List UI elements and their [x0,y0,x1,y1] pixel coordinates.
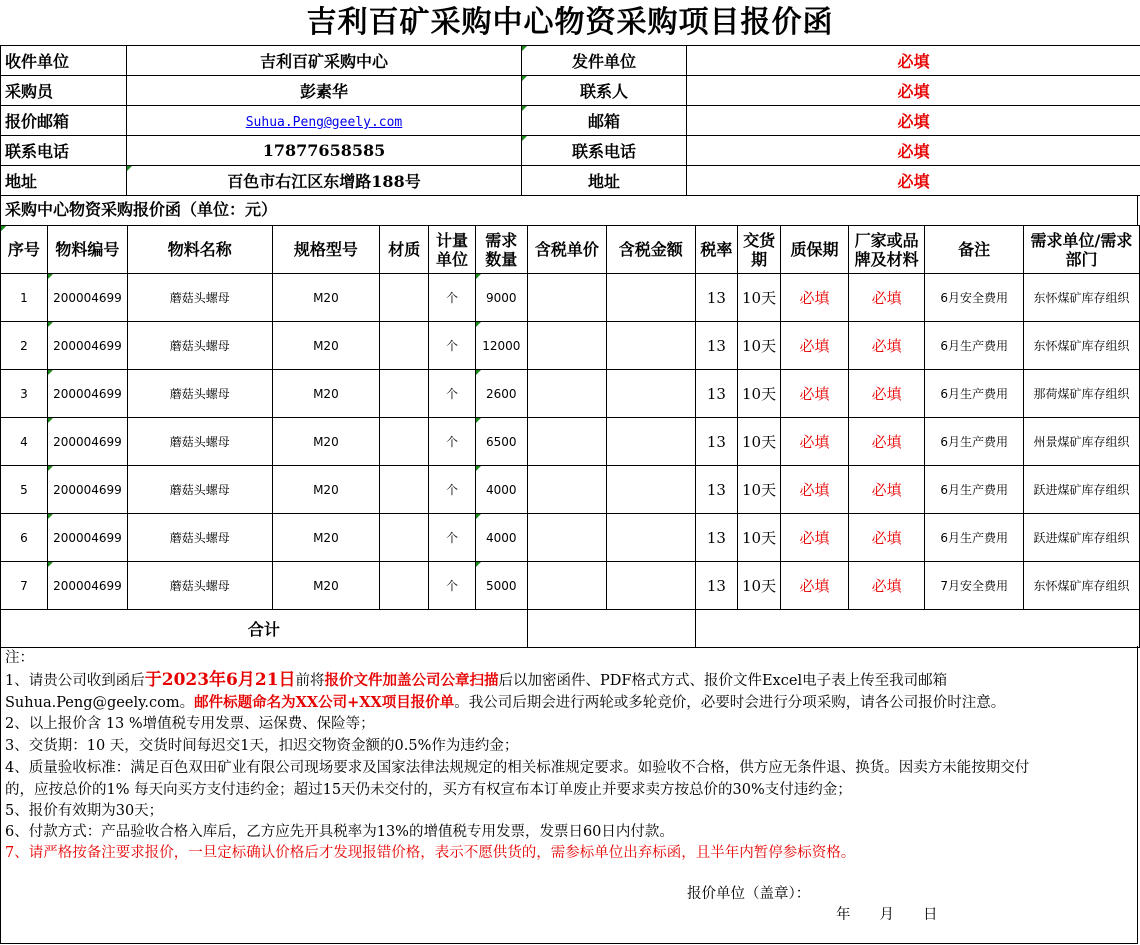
cell-name[interactable]: 蘑菇头螺母 [128,418,272,466]
cell-seq: 2 [1,322,48,370]
cell-dept[interactable]: 那荷煤矿库存组织 [1023,370,1139,418]
phone-value[interactable]: 17877658585 [127,136,522,166]
total-amount-cell[interactable] [527,610,695,648]
cell-unit[interactable]: 个 [429,370,476,418]
email-link[interactable]: Suhua.Peng@geely.com [245,115,403,130]
col-spec: 规格型号 [272,226,380,274]
cell-unit-price[interactable] [527,466,606,514]
col-brand [849,226,925,274]
cell-brand[interactable]: 必填 [849,418,925,466]
col-delivery [738,226,781,274]
col-dept-line2: 部门 [1065,249,1098,269]
col-warranty: 质保期 [780,226,848,274]
table-row [1,322,1140,370]
cell-warranty[interactable]: 必填 [780,322,848,370]
cell-code[interactable]: 200004699 [47,274,127,322]
note-7: 7、请严格按备注要求报价，一旦定标确认价格后才发现报错价格，表示不愿供货的，需参标单位出弃标函，且半年内暂停参标资格。 [5,845,856,861]
cell-code[interactable]: 200004699 [47,466,127,514]
total-extra-cell [695,610,1139,648]
cell-dept[interactable]: 东怀煤矿库存组织 [1023,322,1139,370]
cell-material[interactable] [380,562,429,610]
cell-unit-price[interactable] [527,562,606,610]
col-brand-line1: 厂家或品 [854,230,919,250]
cell-material[interactable] [380,274,429,322]
cell-remark[interactable]: 7月安全费用 [925,562,1024,610]
cell-delivery[interactable]: 10天 [738,418,781,466]
cell-seq: 6 [1,514,48,562]
cell-amount[interactable] [607,370,695,418]
cell-code[interactable]: 200004699 [47,562,127,610]
cell-dept[interactable]: 东怀煤矿库存组织 [1023,274,1139,322]
cell-dept[interactable]: 州景煤矿库存组织 [1023,418,1139,466]
table-row [1,370,1140,418]
cell-remark[interactable]: 6月生产费用 [925,322,1024,370]
cell-warranty[interactable]: 必填 [780,274,848,322]
cell-qty[interactable]: 6500 [475,418,527,466]
col-qty-line2: 数量 [485,249,518,269]
col-amount: 含税金额 [607,226,695,274]
buyer-label: 采购员 [1,76,127,106]
cell-unit-price[interactable] [527,274,606,322]
cell-remark[interactable]: 6月安全费用 [925,274,1024,322]
cell-warranty[interactable]: 必填 [780,562,848,610]
cell-tax[interactable]: 13 [695,370,738,418]
cell-unit-price[interactable] [527,418,606,466]
cell-delivery[interactable]: 10天 [738,562,781,610]
cell-unit[interactable]: 个 [429,466,476,514]
cell-unit[interactable]: 个 [429,418,476,466]
col-unit-line2: 单位 [435,249,468,269]
col-delivery-line1: 交货 [743,230,776,250]
cell-amount[interactable] [607,514,695,562]
col-remark: 备注 [925,226,1024,274]
contact-label: 联系人 [522,76,687,106]
cell-name[interactable]: 蘑菇头螺母 [128,274,272,322]
cell-code[interactable]: 200004699 [47,514,127,562]
cell-delivery[interactable]: 10天 [738,274,781,322]
cell-amount[interactable] [607,562,695,610]
cell-qty[interactable]: 9000 [475,274,527,322]
note-1-subject: 邮件标题命名为XX公司+XX项目报价单 [194,694,455,711]
cell-amount[interactable] [607,322,695,370]
note-1-line-1 [5,670,947,693]
note-1-h: 。我公司后期会进行两轮或多轮竞价，必要时会进行分项采购，请各公司报价时注意。 [454,695,1006,711]
cell-remark[interactable]: 6月生产费用 [925,370,1024,418]
cell-remark[interactable]: 6月生产费用 [925,514,1024,562]
cell-spec[interactable]: M20 [272,370,380,418]
cell-dept[interactable]: 东怀煤矿库存组织 [1023,562,1139,610]
info-table [0,45,1140,196]
note-1-deadline: 于2023年6月21日 [144,670,296,690]
cell-material[interactable] [380,370,429,418]
col-seq: 序号 [1,226,48,274]
cell-brand[interactable]: 必填 [849,274,925,322]
cell-amount[interactable] [607,274,695,322]
send-unit-label: 发件单位 [522,46,687,76]
recv-unit-label: 收件单位 [1,46,127,76]
note-1-a: 1、请贵公司收到函后 [5,673,145,689]
cell-seq: 3 [1,370,48,418]
cell-code[interactable]: 200004699 [47,418,127,466]
note-1-e: 后以加密函件、PDF格式方式、报价文件Excel电子表上传至我司邮箱 [498,673,948,689]
page-title: 吉利百矿采购中心物资采购项目报价函 [306,5,834,40]
cell-brand[interactable]: 必填 [849,466,925,514]
table-row [1,466,1140,514]
table-row [1,562,1140,610]
cell-unit[interactable]: 个 [429,514,476,562]
cell-dept[interactable]: 跃进煤矿库存组织 [1023,514,1139,562]
col-qty [475,226,527,274]
table-row [1,274,1140,322]
cell-delivery[interactable]: 10天 [738,466,781,514]
cell-material[interactable] [380,466,429,514]
cell-spec[interactable]: M20 [272,274,380,322]
cell-qty[interactable]: 5000 [475,562,527,610]
phone-label: 联系电话 [1,136,127,166]
cell-delivery[interactable]: 10天 [738,322,781,370]
cell-seq: 4 [1,418,48,466]
cell-spec[interactable]: M20 [272,466,380,514]
col-unit-line1: 计量 [435,230,468,250]
seal-label: 报价单位（盖章）： [687,886,811,902]
cell-qty[interactable]: 4000 [475,514,527,562]
cell-unit[interactable]: 个 [429,562,476,610]
send-unit-field[interactable]: 必填 [687,46,1140,76]
table-row [1,418,1140,466]
note-6: 6、付款方式：产品验收合格入库后，乙方应先开具税率为13%的增值税专用发票，发票日60日内付款。 [5,824,674,840]
cell-tax[interactable]: 13 [695,322,738,370]
cell-code[interactable]: 200004699 [47,370,127,418]
note-5: 5、报价有效期为30天； [5,803,164,819]
note-1-line-2 [5,692,1005,715]
note-4-line-2: 的，应按总价的1% 每天向买方支付违约金；超过15天仍未交付的，买方有权宣布本订单废止并要求卖方按总价的30%支付违约金； [5,782,852,798]
cell-warranty[interactable]: 必填 [780,418,848,466]
col-unit-price: 含税单价 [527,226,606,274]
table-subtitle: 采购中心物资采购报价函（单位：元） [0,195,1138,225]
cell-seq: 5 [1,466,48,514]
cell-warranty[interactable]: 必填 [780,514,848,562]
col-code: 物料编号 [47,226,127,274]
addr-label: 地址 [1,166,127,196]
cell-tax[interactable]: 13 [695,418,738,466]
cell-tax[interactable]: 13 [695,466,738,514]
cell-unit-price[interactable] [527,370,606,418]
cell-spec[interactable]: M20 [272,562,380,610]
col-name: 物料名称 [128,226,272,274]
note-2: 2、以上报价含 13 %增值税专用发票、运保费、保险等； [5,716,375,732]
note-1-email: Suhua.Peng@geely.com。 [5,695,195,711]
items-table [0,225,1140,648]
cell-seq: 1 [1,274,48,322]
cell-spec[interactable]: M20 [272,514,380,562]
cell-code[interactable]: 200004699 [47,322,127,370]
cell-delivery[interactable]: 10天 [738,514,781,562]
cell-tax[interactable]: 13 [695,562,738,610]
table-row [1,514,1140,562]
cell-unit[interactable]: 个 [429,274,476,322]
notes-head: 注： [5,650,34,666]
cell-unit-price[interactable] [527,322,606,370]
email-label: 报价邮箱 [1,106,127,136]
addr2-label: 地址 [522,166,687,196]
col-unit [429,226,476,274]
cell-tax[interactable]: 13 [695,514,738,562]
contact-field[interactable]: 必填 [687,76,1140,106]
note-3: 3、交货期：10 天，交货时间每迟交1天，扣迟交物资金额的0.5%作为违约金； [5,738,519,754]
cell-seq: 7 [1,562,48,610]
col-brand-line2: 牌及材料 [854,249,919,269]
buyer-value[interactable]: 彭素华 [127,76,522,106]
cell-dept[interactable]: 跃进煤矿库存组织 [1023,466,1139,514]
cell-name[interactable]: 蘑菇头螺母 [128,466,272,514]
addr2-field[interactable]: 必填 [687,166,1140,196]
cell-brand[interactable]: 必填 [849,322,925,370]
cell-delivery[interactable]: 10天 [738,370,781,418]
note-1-c: 前将 [295,673,325,689]
col-dept [1023,226,1139,274]
cell-material[interactable] [380,418,429,466]
cell-warranty[interactable]: 必填 [780,370,848,418]
cell-name[interactable]: 蘑菇头螺母 [128,322,272,370]
cell-spec[interactable]: M20 [272,418,380,466]
recv-unit-value[interactable]: 吉利百矿采购中心 [127,46,522,76]
phone2-label: 联系电话 [522,136,687,166]
cell-brand[interactable]: 必填 [849,562,925,610]
cell-qty[interactable]: 2600 [475,370,527,418]
notes-section [0,646,1138,944]
mail-field[interactable]: 必填 [687,106,1140,136]
cell-material[interactable] [380,514,429,562]
cell-unit-price[interactable] [527,514,606,562]
cell-warranty[interactable]: 必填 [780,466,848,514]
mail-label: 邮箱 [522,106,687,136]
cell-name[interactable]: 蘑菇头螺母 [128,370,272,418]
note-1-stamp: 报价文件加盖公司公章扫描 [324,672,499,689]
col-material: 材质 [380,226,429,274]
cell-brand[interactable]: 必填 [849,514,925,562]
addr-value[interactable]: 百色市右江区东增路188号 [127,166,522,196]
col-delivery-line2: 期 [751,249,768,269]
cell-material[interactable] [380,322,429,370]
cell-name[interactable]: 蘑菇头螺母 [128,562,272,610]
col-qty-line1: 需求 [485,230,518,250]
col-tax: 税率 [695,226,738,274]
col-dept-line1: 需求单位/需求 [1030,230,1133,250]
date-label: 年 月 日 [836,907,938,923]
cell-qty[interactable]: 12000 [475,322,527,370]
cell-qty[interactable]: 4000 [475,466,527,514]
cell-unit[interactable]: 个 [429,322,476,370]
cell-remark[interactable]: 6月生产费用 [925,466,1024,514]
cell-remark[interactable]: 6月生产费用 [925,418,1024,466]
total-label: 合计 [1,610,528,648]
cell-name[interactable]: 蘑菇头螺母 [128,514,272,562]
cell-amount[interactable] [607,418,695,466]
note-4-line-1: 4、质量验收标准：满足百色双田矿业有限公司现场要求及国家法律法规规定的相关标准规定要求。如验收不合格，供方应无条件退、换货。因卖方未能按期交付 [5,760,1030,776]
cell-tax[interactable]: 13 [695,274,738,322]
cell-spec[interactable]: M20 [272,322,380,370]
phone2-field[interactable]: 必填 [687,136,1140,166]
cell-brand[interactable]: 必填 [849,370,925,418]
cell-amount[interactable] [607,466,695,514]
